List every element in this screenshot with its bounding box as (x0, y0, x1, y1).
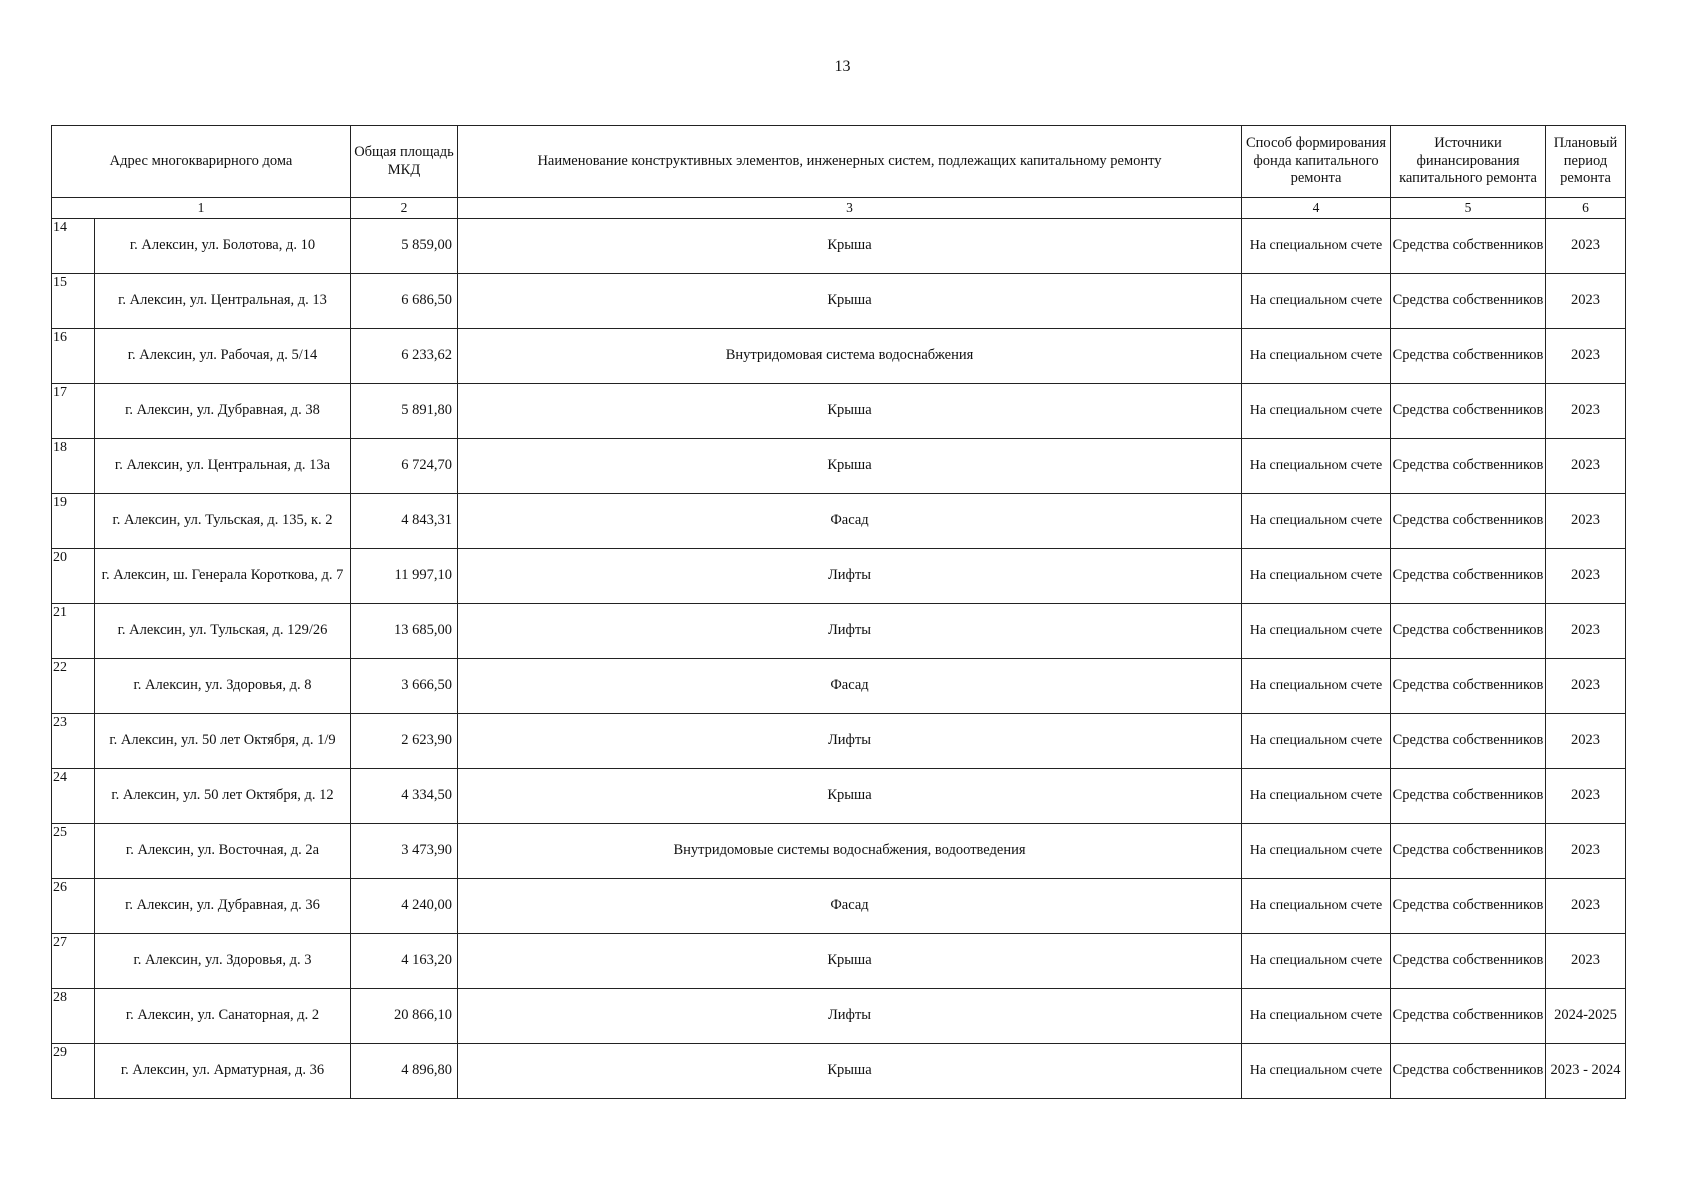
column-number-row (52, 198, 1626, 219)
address-cell: г. Алексин, ул. Болотова, д. 10 (95, 219, 351, 274)
row-index-cell: 14 (52, 219, 95, 274)
column-number: 6 (1546, 198, 1626, 219)
funding-method-cell: На специальном счете (1242, 934, 1391, 989)
funding-source-cell: Средства собственников (1391, 219, 1546, 274)
header-method: Способ формирования фонда капитального ремонта (1242, 126, 1391, 198)
row-index-cell: 20 (52, 549, 95, 604)
element-cell: Крыша (458, 769, 1242, 824)
planned-period-cell: 2023 (1546, 219, 1626, 274)
funding-source-cell: Средства собственников (1391, 989, 1546, 1044)
address-cell: г. Алексин, ш. Генерала Короткова, д. 7 (95, 549, 351, 604)
element-cell: Крыша (458, 1044, 1242, 1099)
planned-period-cell: 2023 (1546, 714, 1626, 769)
area-cell: 5 891,80 (351, 384, 458, 439)
table-row (52, 329, 1626, 384)
row-index-cell: 15 (52, 274, 95, 329)
address-cell: г. Алексин, ул. Центральная, д. 13 (95, 274, 351, 329)
table-row (52, 659, 1626, 714)
table-row (52, 274, 1626, 329)
table-row (52, 1044, 1626, 1099)
row-index-cell: 29 (52, 1044, 95, 1099)
element-cell: Лифты (458, 549, 1242, 604)
row-index-cell: 22 (52, 659, 95, 714)
column-number: 5 (1391, 198, 1546, 219)
element-cell: Лифты (458, 989, 1242, 1044)
element-cell: Внутридомовые системы водоснабжения, водоотведения (458, 824, 1242, 879)
funding-source-cell: Средства собственников (1391, 824, 1546, 879)
address-cell: г. Алексин, ул. Тульская, д. 129/26 (95, 604, 351, 659)
table-row (52, 604, 1626, 659)
element-cell: Фасад (458, 659, 1242, 714)
address-cell: г. Алексин, ул. Санаторная, д. 2 (95, 989, 351, 1044)
table-row (52, 934, 1626, 989)
funding-source-cell: Средства собственников (1391, 769, 1546, 824)
element-cell: Лифты (458, 714, 1242, 769)
repair-plan-table (51, 125, 1626, 1099)
element-cell: Внутридомовая система водоснабжения (458, 329, 1242, 384)
header-element: Наименование конструктивных элементов, инженерных систем, подлежащих капитальному ремонту (458, 126, 1242, 198)
funding-method-cell: На специальном счете (1242, 879, 1391, 934)
planned-period-cell: 2023 (1546, 769, 1626, 824)
column-number: 4 (1242, 198, 1391, 219)
table-row (52, 384, 1626, 439)
table-row (52, 824, 1626, 879)
area-cell: 6 724,70 (351, 439, 458, 494)
table-row (52, 439, 1626, 494)
element-cell: Крыша (458, 934, 1242, 989)
address-cell: г. Алексин, ул. Рабочая, д. 5/14 (95, 329, 351, 384)
header-row (52, 126, 1626, 198)
funding-source-cell: Средства собственников (1391, 494, 1546, 549)
funding-method-cell: На специальном счете (1242, 824, 1391, 879)
column-number: 2 (351, 198, 458, 219)
area-cell: 6 233,62 (351, 329, 458, 384)
header-address: Адрес многокварирного дома (52, 126, 351, 198)
header-source: Источники финансирования капитального ремонта (1391, 126, 1546, 198)
address-cell: г. Алексин, ул. Арматурная, д. 36 (95, 1044, 351, 1099)
element-cell: Крыша (458, 219, 1242, 274)
area-cell: 13 685,00 (351, 604, 458, 659)
address-cell: г. Алексин, ул. Тульская, д. 135, к. 2 (95, 494, 351, 549)
table-body (52, 219, 1626, 1099)
table-row (52, 989, 1626, 1044)
planned-period-cell: 2023 (1546, 934, 1626, 989)
element-cell: Фасад (458, 879, 1242, 934)
element-cell: Крыша (458, 384, 1242, 439)
funding-source-cell: Средства собственников (1391, 714, 1546, 769)
row-index-cell: 26 (52, 879, 95, 934)
table-row (52, 494, 1626, 549)
funding-source-cell: Средства собственников (1391, 934, 1546, 989)
row-index-cell: 28 (52, 989, 95, 1044)
address-cell: г. Алексин, ул. Дубравная, д. 38 (95, 384, 351, 439)
address-cell: г. Алексин, ул. 50 лет Октября, д. 1/9 (95, 714, 351, 769)
page-number: 13 (834, 58, 851, 75)
funding-source-cell: Средства собственников (1391, 549, 1546, 604)
planned-period-cell: 2023 (1546, 879, 1626, 934)
funding-source-cell: Средства собственников (1391, 604, 1546, 659)
address-cell: г. Алексин, ул. Здоровья, д. 8 (95, 659, 351, 714)
element-cell: Фасад (458, 494, 1242, 549)
planned-period-cell: 2023 (1546, 549, 1626, 604)
area-cell: 4 896,80 (351, 1044, 458, 1099)
planned-period-cell: 2023 (1546, 329, 1626, 384)
area-cell: 5 859,00 (351, 219, 458, 274)
column-number: 3 (458, 198, 1242, 219)
area-cell: 3 473,90 (351, 824, 458, 879)
funding-source-cell: Средства собственников (1391, 384, 1546, 439)
funding-method-cell: На специальном счете (1242, 384, 1391, 439)
funding-method-cell: На специальном счете (1242, 439, 1391, 494)
header-area: Общая площадь МКД (351, 126, 458, 198)
area-cell: 4 163,20 (351, 934, 458, 989)
row-index-cell: 23 (52, 714, 95, 769)
table-row (52, 219, 1626, 274)
funding-method-cell: На специальном счете (1242, 329, 1391, 384)
planned-period-cell: 2023 (1546, 604, 1626, 659)
funding-method-cell: На специальном счете (1242, 604, 1391, 659)
planned-period-cell: 2023 - 2024 (1546, 1044, 1626, 1099)
area-cell: 4 334,50 (351, 769, 458, 824)
row-index-cell: 25 (52, 824, 95, 879)
funding-method-cell: На специальном счете (1242, 769, 1391, 824)
planned-period-cell: 2023 (1546, 384, 1626, 439)
area-cell: 6 686,50 (351, 274, 458, 329)
area-cell: 3 666,50 (351, 659, 458, 714)
address-cell: г. Алексин, ул. Здоровья, д. 3 (95, 934, 351, 989)
table-row (52, 549, 1626, 604)
area-cell: 11 997,10 (351, 549, 458, 604)
column-number: 1 (52, 198, 351, 219)
planned-period-cell: 2024-2025 (1546, 989, 1626, 1044)
row-index-cell: 19 (52, 494, 95, 549)
area-cell: 4 843,31 (351, 494, 458, 549)
address-cell: г. Алексин, ул. Центральная, д. 13а (95, 439, 351, 494)
element-cell: Лифты (458, 604, 1242, 659)
table-row (52, 714, 1626, 769)
planned-period-cell: 2023 (1546, 274, 1626, 329)
planned-period-cell: 2023 (1546, 494, 1626, 549)
area-cell: 20 866,10 (351, 989, 458, 1044)
funding-method-cell: На специальном счете (1242, 1044, 1391, 1099)
funding-source-cell: Средства собственников (1391, 439, 1546, 494)
funding-method-cell: На специальном счете (1242, 549, 1391, 604)
funding-source-cell: Средства собственников (1391, 659, 1546, 714)
funding-source-cell: Средства собственников (1391, 879, 1546, 934)
row-index-cell: 24 (52, 769, 95, 824)
row-index-cell: 18 (52, 439, 95, 494)
element-cell: Крыша (458, 439, 1242, 494)
funding-source-cell: Средства собственников (1391, 274, 1546, 329)
row-index-cell: 17 (52, 384, 95, 439)
funding-source-cell: Средства собственников (1391, 1044, 1546, 1099)
row-index-cell: 21 (52, 604, 95, 659)
row-index-cell: 16 (52, 329, 95, 384)
funding-method-cell: На специальном счете (1242, 494, 1391, 549)
address-cell: г. Алексин, ул. Восточная, д. 2а (95, 824, 351, 879)
funding-method-cell: На специальном счете (1242, 274, 1391, 329)
table-row (52, 769, 1626, 824)
address-cell: г. Алексин, ул. 50 лет Октября, д. 12 (95, 769, 351, 824)
address-cell: г. Алексин, ул. Дубравная, д. 36 (95, 879, 351, 934)
area-cell: 4 240,00 (351, 879, 458, 934)
funding-method-cell: На специальном счете (1242, 989, 1391, 1044)
table-row (52, 879, 1626, 934)
header-period: Плановый период ремонта (1546, 126, 1626, 198)
row-index-cell: 27 (52, 934, 95, 989)
planned-period-cell: 2023 (1546, 824, 1626, 879)
funding-method-cell: На специальном счете (1242, 714, 1391, 769)
planned-period-cell: 2023 (1546, 439, 1626, 494)
area-cell: 2 623,90 (351, 714, 458, 769)
funding-source-cell: Средства собственников (1391, 329, 1546, 384)
planned-period-cell: 2023 (1546, 659, 1626, 714)
funding-method-cell: На специальном счете (1242, 659, 1391, 714)
element-cell: Крыша (458, 274, 1242, 329)
funding-method-cell: На специальном счете (1242, 219, 1391, 274)
